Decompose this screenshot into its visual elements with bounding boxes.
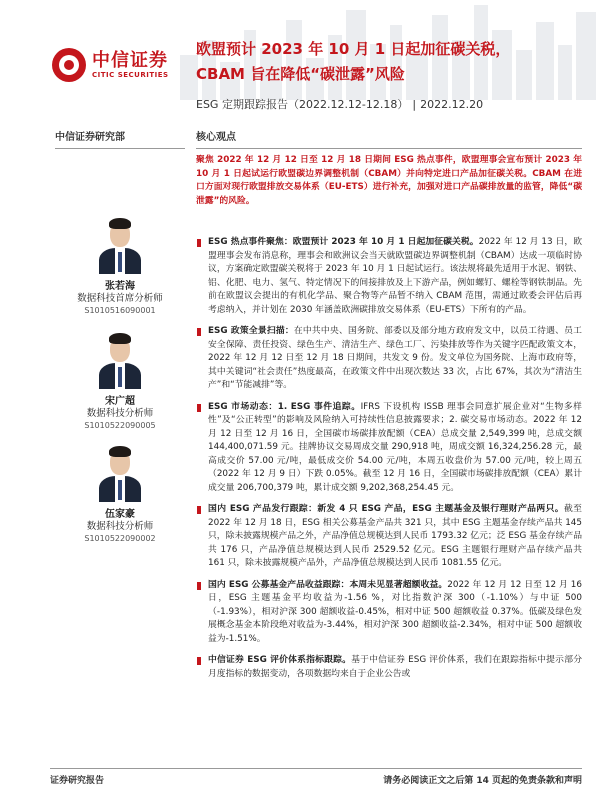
key-point-body: 在中共中央、国务院、部委以及部分地方政府发文中，以员工待遇、员工安全保障、责任投资、绿色生产、清洁生产、绿色工厂、污染排放等作为关键字匹配政策文本，2022 年 12 月 12 日至 12 月 18 日期间，共发文 9 份。发文单位为国务院、上海市政府等，其中关键词“社会责任”热度最高，在政策文件中出现次数达 33 次，占比 67%，其次为“清洁生产”和“节能减排”等。 bbox=[208, 326, 582, 390]
core-views-heading: 核心观点 bbox=[196, 128, 582, 149]
analyst-title: 数据科技首席分析师 bbox=[77, 293, 163, 304]
analyst-license-id: S1010522090005 bbox=[84, 421, 156, 430]
citic-logo bbox=[52, 48, 169, 82]
analyst-photo bbox=[97, 440, 143, 502]
key-point-body: 基于中信证券 ESG 评价体系，我们在跟踪指标中提示部分月度指标的数据变动，各项数据均来自于企业公告或 bbox=[208, 655, 582, 679]
key-point-body: 截至 2022 年 12 月 18 日，ESG 相关公募基金产品共 321 只，其中 ESG 主题基金存续产品共 145 只，除未披露规模产品之外，产品净值总规模达到人民币 1793.32 亿元；泛 ESG 基金存续产品共 176 只，产品净值总规模达到人民币 2529.52 亿元。ESG 主题银行理财产品存续产品共 161 只，除未披露规模产品外，产品净值总规模达到人民币 1081.55 亿元。 bbox=[208, 504, 582, 568]
key-point bbox=[196, 654, 582, 681]
analyst-license-id: S1010522090002 bbox=[84, 534, 156, 543]
key-point-lead: ESG 市场动态：1. ESG 事件追踪。 bbox=[208, 401, 361, 412]
subtitle-separator: | bbox=[412, 98, 417, 111]
key-point-body: IFRS 下设机构 ISSB 理事会同意扩展企业对“生物多样性”及“公正转型”的影响及风险纳入可持续性信息披露要求；2. 碳交易市场动态。2022 年 12 月 12 日至 12 月 16 日，全国碳市场碳排放配额（CEA）总成交量 2,549,399 吨，总成交额 144,400,071.59 元。挂牌协议交易周成交量 290,918 吨，周成交额 16,324,256.28 元，最高成交价 57.00 元/吨，最低成交价 54.00 元/吨，本周五收盘价为 57.00 元/吨，较上周五（2022 年 12 月 9 日）下跌 0.05%。截至 12 月 16 日，全国碳市场碳排放配额（CEA）累计成交量 206,700,379 吨，累计成交额 9,202,368,254.45 元。 bbox=[208, 401, 582, 493]
report-subtitle bbox=[196, 96, 483, 112]
key-point bbox=[196, 325, 582, 393]
key-points-list bbox=[196, 228, 582, 764]
key-point-lead: 国内 ESG 公募基金产品收益跟踪：本周未见显著超额收益。 bbox=[208, 579, 448, 590]
key-point bbox=[196, 503, 582, 571]
analyst-card bbox=[55, 440, 185, 543]
analyst-card bbox=[55, 212, 185, 315]
summary-paragraph: 聚焦 2022 年 12 月 12 日至 12 月 18 日期间 ESG 热点事件，欧盟理事会宣布预计 2023 年 10 月 1 日起试运行欧盟碳边界调整机制（CBAM）并向特定进口产品加征碳关税。CBAM 在进口方面对现行欧盟排放交易体系（EU-ETS）进行补充，加强对进口产品碳排放量的监管，降低“碳泄露”的风险。 bbox=[196, 155, 582, 206]
report-title bbox=[196, 37, 596, 87]
footer-disclaimer: 请务必阅读正文之后第 14 页起的免责条款和声明 bbox=[383, 776, 582, 786]
key-point-lead: 中信证券 ESG 评价体系指标跟踪。 bbox=[208, 655, 352, 665]
analyst-photo bbox=[97, 327, 143, 389]
analyst-name: 伍家豪 bbox=[105, 509, 135, 520]
title-line-2: CBAM 旨在降低“碳泄露”风险 bbox=[196, 65, 405, 83]
report-type: ESG 定期跟踪报告（2022.12.12-12.18） bbox=[196, 98, 409, 111]
analyst-column bbox=[55, 128, 185, 149]
key-point-body: 2022 年 12 月 13 日，欧盟理事会发布消息称，理事会和欧洲议会当天就欧盟碳边界调整机制（CBAM）达成一项临时协议，方案确定欧盟碳关税将于 2023 年 10 月 1 日起试运行。该法规将最先适用于水泥、钢铁、铝、化肥、电力、氢气、特定情况下的间接排放及上下游产品，例如螺钉、螺栓等钢铁制品。先前在欧盟议会提出的有机化学品、聚合物等产品暂不纳入 CBAM 范围，需通过欧委会评估后再考虑纳入，并计划在 2030 年涵盖欧洲碳排放交易体系（EU-ETS）下所有的产品。 bbox=[208, 237, 582, 315]
logo-english: CITIC SECURITIES bbox=[92, 71, 169, 79]
key-point-lead: ESG 热点事件聚焦：欧盟预计 2023 年 10 月 1 日起加征碳关税。 bbox=[208, 237, 479, 247]
title-line-1: 欧盟预计 2023 年 10 月 1 日起加征碳关税， bbox=[196, 40, 511, 58]
key-point bbox=[196, 401, 582, 496]
report-header bbox=[0, 0, 600, 118]
analyst-title: 数据科技分析师 bbox=[86, 521, 154, 532]
key-point-lead: 国内 ESG 产品发行跟踪：新发 4 只 ESG 产品，ESG 主题基金及银行理财产品两只。 bbox=[208, 504, 564, 514]
research-dept-heading: 中信证券研究部 bbox=[55, 128, 185, 149]
key-point bbox=[196, 579, 582, 647]
citic-logo-icon bbox=[52, 48, 86, 82]
analyst-photo bbox=[97, 212, 143, 274]
analyst-license-id: S1010516090001 bbox=[84, 306, 156, 315]
core-views-column bbox=[196, 128, 582, 208]
analyst-card bbox=[55, 327, 185, 430]
key-point bbox=[196, 236, 582, 317]
page-footer bbox=[50, 768, 582, 786]
report-date: 2022.12.20 bbox=[420, 98, 484, 111]
analyst-name: 张若海 bbox=[105, 281, 135, 292]
key-point-body: 2022 年 12 月 12 日至 12 月 16 日，ESG 主题基金平均收益为-1.56 %，对比指数沪深 300（-1.10%）与中证 500（-1.93%），相对沪深 300 超额收益-0.45%，相对中证 500 超额收益 0.37%。低碳及绿色发展概念基金本阶段绝对收益为-3.44%，相对沪深 300 超额收益-2.34%，相对中证 500 超额收益为-1.51%。 bbox=[208, 579, 582, 644]
logo-chinese: 中信证券 bbox=[92, 50, 168, 71]
key-point-lead: ESG 政策全景扫描： bbox=[208, 326, 294, 336]
analyst-title: 数据科技分析师 bbox=[86, 408, 154, 419]
analyst-name: 宋广超 bbox=[105, 396, 135, 407]
footer-report-label: 证券研究报告 bbox=[50, 776, 105, 786]
